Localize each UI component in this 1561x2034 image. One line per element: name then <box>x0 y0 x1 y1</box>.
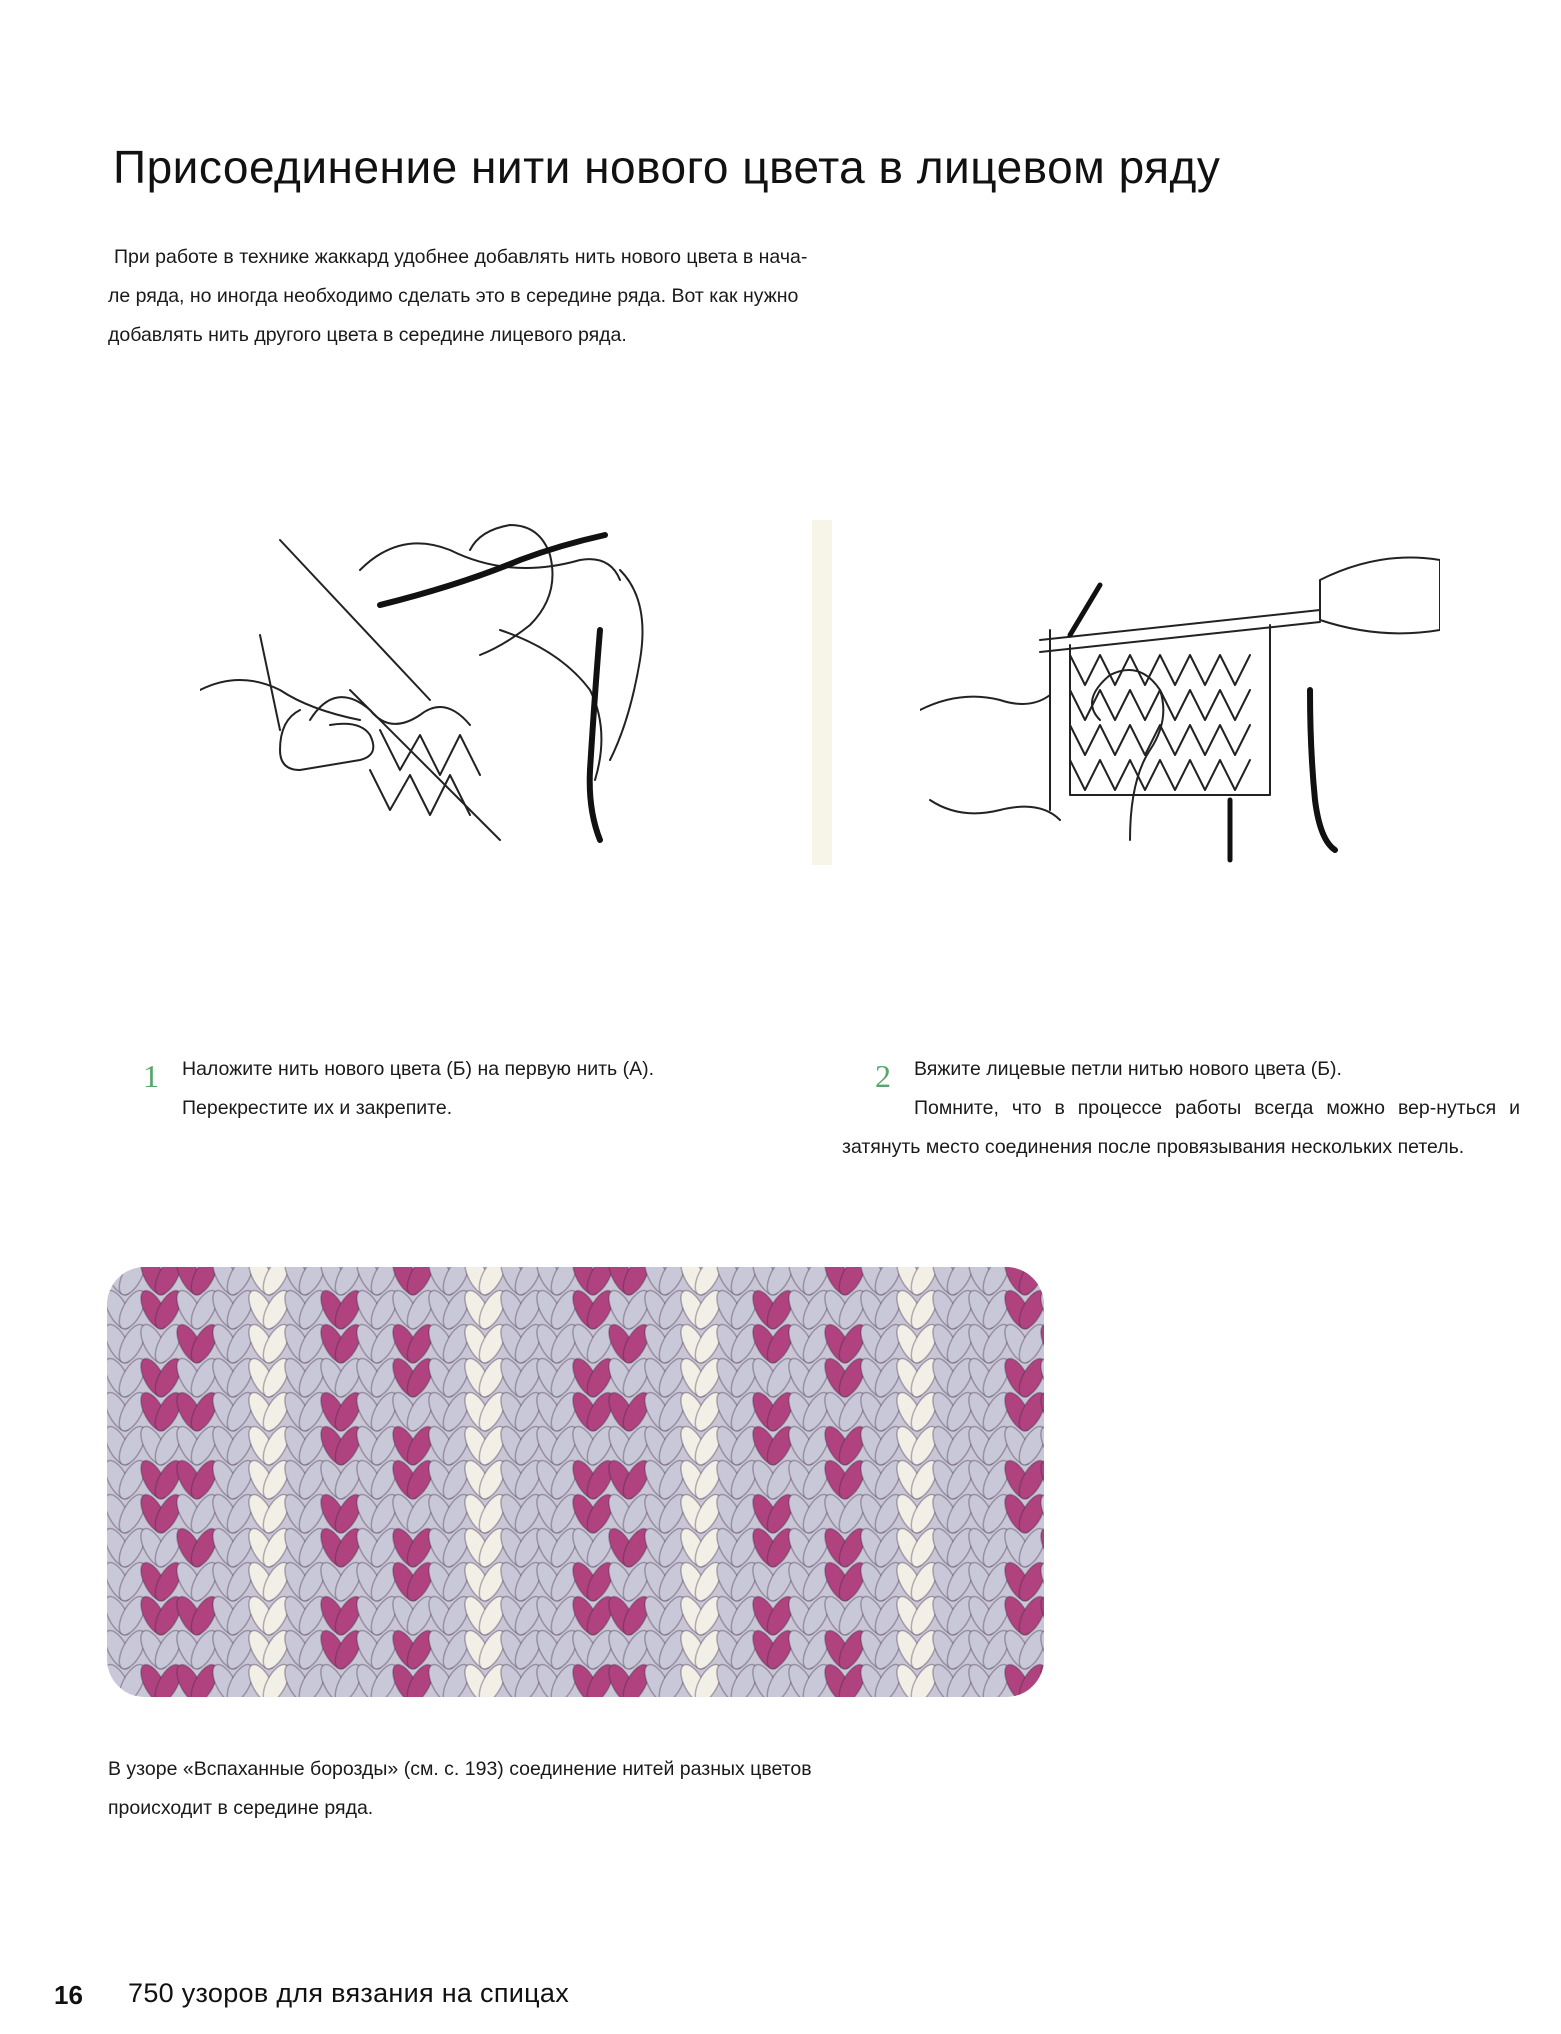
knitting-hands-new-color-stitches-illustration <box>920 540 1440 870</box>
caption <box>108 1750 928 1828</box>
stitch-leg <box>1036 1695 1044 1697</box>
knitting-hands-crossing-yarn-illustration <box>200 510 720 870</box>
page-number: 16 <box>54 1980 83 2010</box>
step-1-text <box>182 1050 742 1128</box>
page-title: Присоединение нити нового цвета в лицевом ряду <box>113 141 1221 193</box>
knitted-swatch-pattern <box>107 1267 1044 1697</box>
step-line: Вяжите лицевые петли нитью нового цвета (Б). <box>914 1058 1342 1080</box>
intro-line: добавлять нить другого цвета в середине лицевого ряда. <box>108 324 627 346</box>
stitch-leg <box>107 1695 136 1697</box>
caption-line: В узоре «Вспаханные борозды» (см. с. 193) соединение нитей разных цветов <box>108 1758 812 1780</box>
stitch-leg <box>1014 1695 1044 1697</box>
caption-line: происходит в середине ряда. <box>108 1797 374 1819</box>
book-title: 750 узоров для вязания на спицах <box>128 1978 570 2008</box>
intro-line: При работе в технике жаккард удобнее добавлять нить нового цвета в нача- <box>114 246 808 268</box>
step-line: Наложите нить нового цвета (Б) на первую нить (А). <box>182 1058 655 1080</box>
step-number: 2 <box>875 1058 891 1094</box>
step-body: Помните, что в процессе работы всегда можно вер-нуться и затянуть место соединения после провязывания нескольких петель. <box>842 1097 1520 1158</box>
intro-line: ле ряда, но иногда необходимо сделать это в середине ряда. Вот как нужно <box>108 285 799 307</box>
knitted-swatch-photo <box>107 1267 1044 1697</box>
intro-paragraph <box>108 238 868 355</box>
illustration-divider <box>800 520 844 865</box>
step-2-text <box>842 1050 1520 1167</box>
step-line: Перекрестите их и закрепите. <box>182 1097 453 1119</box>
step-number: 1 <box>143 1058 159 1094</box>
